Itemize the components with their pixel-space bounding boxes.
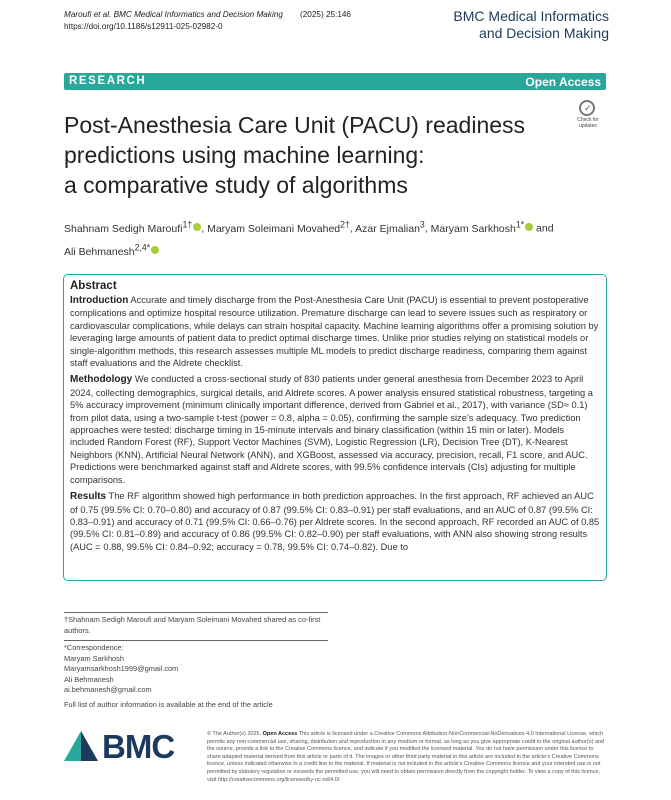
open-access-label: Open Access [525,75,601,89]
check-for-updates-badge[interactable] [570,100,606,134]
methodology-heading: Methodology [70,374,133,386]
orcid-icon[interactable] [151,246,159,254]
citation: Maroufi et al. BMC Medical Informatics and Decision Making [64,10,283,19]
correspondent-name: Ali Behmanesh [64,674,114,684]
results-text: The RF algorithm showed high performance in both prediction approaches. In the first approach, RF achieved an AUC of 0.75 (99.5% CI: 0.70–0.80) and accuracy of 0.87 (99.5% CI: 0.83–0.91) per staff evaluations, and an AUC of 0.87 (99.5% CI: 0.83–0.91) and accuracy of 0.71 (99.5% CI: 0.66–0.76) per Aldrete scores. In the second approach, RF recorded an AUC of 0.85 (99.5% CI: 0.81–0.89) and accuracy of 0.86 (99.5% CI: 0.82–0.90) per staff evaluations, with ANN also showing strong results (AUC = 0.88, 99.5% CI: 0.84–0.92; accuracy = 0.78, 99.5% CI: 0.74–0.82). Due to [70,491,600,552]
license-open-access: Open Access [262,731,298,737]
author[interactable]: Maryam Sarkhosh$^{1*}$ [431,223,533,235]
abstract-heading: Abstract [70,280,117,292]
affiliation-mark: 2† [340,219,350,229]
abstract-introduction [70,294,600,369]
article-type-label: RESEARCH [69,75,147,87]
abstract-results [70,490,600,553]
author[interactable]: Shahnam Sedigh Maroufi$^{1\dagger}$ [64,223,201,235]
affiliation-mark: 3 [419,219,425,229]
check-updates-text: Check for updates [577,117,599,129]
correspondent-email[interactable]: Maryamsarkhosh1999@gmail.com [64,664,179,673]
article-title [64,110,564,200]
abstract-box [63,274,607,581]
license-statement [207,731,607,784]
abstract-methodology [70,373,600,486]
author[interactable]: Ali Behmanesh$^{2,4*}$ [64,246,159,258]
orcid-icon[interactable] [525,223,533,231]
doi-link[interactable]: https://doi.org/10.1186/s12911-025-02982-0 [64,22,223,31]
author[interactable]: Azar Ejmalian$^3$ [355,219,425,235]
author-conjunction: and [536,222,554,235]
affiliation-mark: 1* [515,219,525,229]
author[interactable]: Maryam Soleimani Movahed$^{2\dagger}$ [207,219,350,235]
affiliation-mark: 1† [182,219,193,229]
affiliation-mark: 2,4* [134,242,151,253]
check-updates-icon: ✓ [579,100,595,116]
co-first-note: †Shahnam Sedigh Maroufi and Maryam Soleimani Movahed shared as co-first authors. [64,615,321,635]
article-type-band [64,73,606,90]
running-header [64,9,351,33]
license-text: This article is licensed under a Creative Commons Attribution-NonCommercial-NoDerivatives 4.0 International License, which permits any non-commercial use, sharing, distribution and reproduction in any medium or format, as long as you give appropriate credit to the original author(s) and the source, provide a link to the Creative Commons licence, and indicate if you modified the licensed material. You do not have permission under this licence to share adapted material derived from this article or parts of it. The images or other third party material in this article are included in the article’s Creative Commons licence, unless indicated otherwise in a credit line to the material. If material is not included in the article’s Creative Commons licence and your intended use is not permitted by statutory regulation or exceeds the permitted use, you will need to obtain permission directly from the copyright holder. To view a copy of this licence, visit http://creativecommons.org/licenses/by-nc-nd/4.0/. [207,731,605,783]
footnote-divider [64,612,328,613]
correspondence-label: *Correspondence: [64,643,124,652]
journal-name [453,8,609,42]
correspondent-email[interactable]: ai.behmanesh@gmail.com [64,685,152,694]
results-heading: Results [70,491,107,503]
introduction-heading: Introduction [70,295,129,306]
bmc-logo [64,727,194,767]
journal-line-1: BMC Medical Informatics [453,8,609,24]
footnote-divider [64,640,328,641]
copyright-notice: © The Author(s) 2025. [207,731,262,737]
title-line-3: a comparative study of algorithms [64,172,408,198]
methodology-text: We conducted a cross-sectional study of 830 patients under general anesthesia from December 2023 to April 2024, collecting demographics, surgical details, and Aldrete scores. A power analysis ensured statistical robustness, targeting a 5% accuracy improvement (minimum clinically important difference, derived from Gabriel et al., 2017), with variance (SD≈ 0.1) from pilot data, using a two-sample t-test (power = 0.8, alpha = 0.05), confirming the sample size’s adequacy. Two prediction approaches were tested: discharge timing in 15-minute intervals and binary classification (within 15 min or later). Models included Random Forest (RF), Support Vector Machines (SVM), Logistic Regression (LR), Decision Tree (DT), K-Nearest Neighbors (KNN), Artificial Neural Network (ANN), and XGBoost, assessed via accuracy, precision, recall, F1 score, and AUC. Predictions were benchmarked against staff and Aldrete scores, with 99.5% confidence intervals (CIs) adjusting for multiple comparisons. [70,374,593,485]
footnotes [64,612,328,710]
correspondent-name: Maryam Sarkhosh [64,653,124,663]
title-line-2: predictions using machine learning: [64,142,425,168]
orcid-icon[interactable] [193,223,201,231]
year-volume: (2025) 25:146 [300,10,351,19]
introduction-text: Accurate and timely discharge from the Post-Anesthesia Care Unit (PACU) is essential to prevent postoperative complications and optimize hospital resource utilization. Premature discharge can lead to severe issues such as respiratory or cardiovascular complications, while delays can strain hospital capacity. Machine learning algorithms offer a promising solution by leveraging large amounts of patient data to predict optimal discharge times. Unlike prior studies relying on statistical models or single-algorithm methods, this research assesses multiple ML models to predict discharge readiness, comparing them against staff evaluations and the Aldrete checklist. [70,295,599,369]
bmc-wordmark: BMC [102,728,175,765]
title-line-1: Post-Anesthesia Care Unit (PACU) readiness [64,112,526,138]
bmc-logo-icon [64,731,98,761]
correspondence [64,643,328,696]
author-list: Shahnam Sedigh Maroufi$^{1\dagger}$ , Maryam Soleimani Movahed$^{2\dagger}$, Azar Ejmalian$^3$, Maryam Sarkhosh$^{1*}$ and Ali Behmanesh$^{2,4*}$ [64,219,554,258]
journal-line-2: and Decision Making [479,25,609,41]
author-info-note: Full list of author information is available at the end of the article [64,699,273,709]
